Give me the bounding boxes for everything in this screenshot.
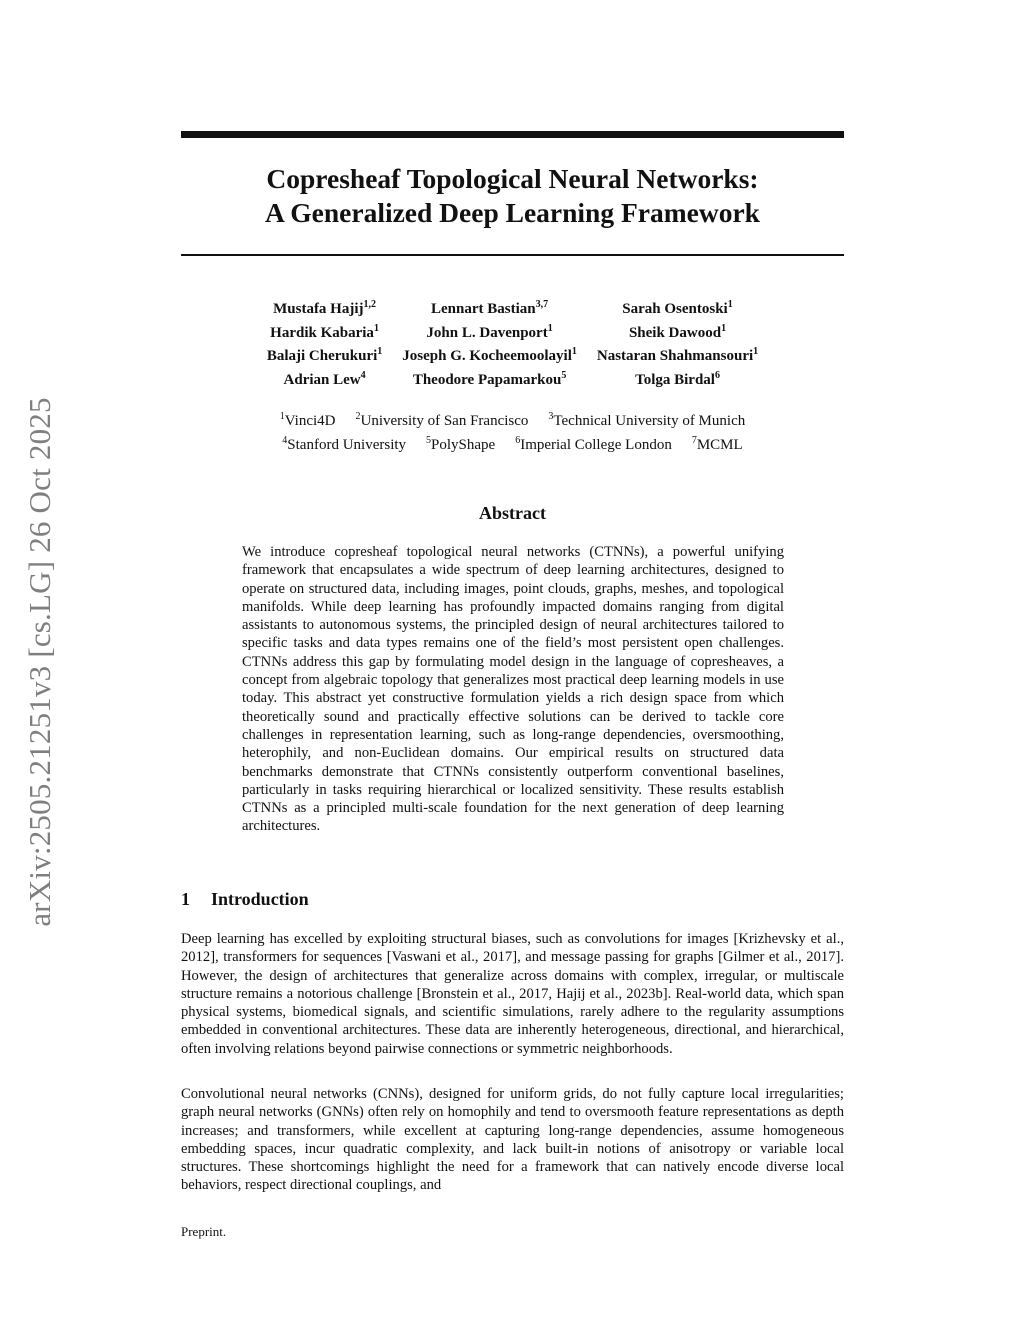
affiliation-line (181, 434, 844, 458)
affiliation: $^4$Stanford University (282, 434, 407, 453)
author: Adrian Lew$^4$ (283, 369, 366, 388)
arxiv-identifier-stamp: arXiv:2505.21251v3 [cs.LG] 26 Oct 2025 (22, 397, 57, 927)
section-title: Introduction (211, 889, 309, 909)
affiliation: $^1$Vinci4D (279, 411, 336, 429)
section-number: 1 (181, 889, 190, 909)
intro-paragraph-1: Deep learning has excelled by exploiting structural biases, such as convolutions for images [Krizhevsky et al., 2012], transformers for sequences [Vaswani et al., 2017], and message passing for graphs [Gilmer et al., 2017]. However, the design of architectures that generalize across domains with complex, irregular, or multiscale structure remains a notorious challenge [Bronstein et al., 2017, Hajij et al., 2023b]. Real-world data, which span physical systems, biomedical signals, and scientific simulations, rarely adhere to the regularity assumptions embedded in conventional architectures. These data are inherently heterogeneous, directional, and hierarchical, often involving relations beyond pairwise connections or symmetric neighborhoods. (181, 931, 844, 1057)
author-block (181, 298, 844, 392)
title-top-rule (181, 131, 844, 138)
author: Sheik Dawood$^1$ (628, 322, 727, 341)
title-line-2: A Generalized Deep Learning Framework (265, 197, 760, 228)
author: Tolga Birdal$^6$ (635, 369, 720, 388)
affiliation: $^3$Technical University of Munich (548, 411, 746, 429)
author: Balaji Cherukuri$^1$ (266, 346, 383, 364)
author: Joseph G. Kocheemoolayil$^1$ (402, 346, 577, 364)
author: John L. Davenport$^1$ (426, 322, 553, 341)
abstract-heading: Abstract (479, 503, 546, 523)
author-column (402, 298, 577, 392)
author: Nastaran Shahmansouri$^1$ (596, 346, 759, 364)
affiliation: $^6$Imperial College London (515, 434, 672, 453)
title-line-1: Copresheaf Topological Neural Networks: (266, 163, 759, 194)
affiliation: $^5$PolyShape (426, 434, 496, 453)
author: Mustafa Hajij$^{1,2}$ (273, 299, 377, 317)
author: Hardik Kabaria$^1$ (270, 322, 379, 341)
author: Lennart Bastian$^{3,7}$ (431, 299, 549, 317)
affiliation-line (181, 410, 844, 434)
author: Sarah Osentoski$^1$ (622, 299, 733, 317)
abstract-body: We introduce copresheaf topological neural networks (CTNNs), a powerful unifying framework that encapsulates a wide spectrum of deep learning architectures, designed to operate on structured data, including images, point clouds, graphs, meshes, and topological manifolds. While deep learning has profoundly impacted domains ranging from digital assistants to autonomous systems, the principled design of neural architectures tailored to specific tasks and data types remains one of the field’s most persistent open challenges. CTNNs address this gap by formulating model design in the language of copresheaves, a concept from algebraic topology that generalizes most practical deep learning models in use today. This abstract yet constructive formulation yields a rich design space from which theoretically sound and practically effective solutions can be derived to tackle core challenges in representation learning, such as long-range dependencies, oversmoothing, heterophily, and non-Euclidean domains. Our empirical results on structured data benchmarks demonstrate that CTNNs consistently outperform conventional baselines, particularly in tasks requiring hierarchical or localized sensitivity. These results establish CTNNs as a principled multi-scale foundation for the next generation of deep learning architectures. (242, 544, 784, 835)
author-column (267, 298, 382, 392)
affiliation: $^7$MCML (691, 434, 743, 453)
author-column (597, 298, 758, 392)
author: Theodore Papamarkou$^5$ (412, 369, 567, 388)
affiliation: $^2$University of San Francisco (355, 411, 529, 429)
paper-title (181, 162, 844, 230)
title-bottom-rule (181, 254, 844, 256)
section-heading-introduction (181, 886, 309, 912)
preprint-footer: Preprint. (181, 1224, 227, 1239)
intro-paragraph-2: Convolutional neural networks (CNNs), designed for uniform grids, do not fully capture local irregularities; graph neural networks (GNNs) often rely on homophily and tend to oversmooth feature representations as depth increases; and transformers, while excellent at capturing long-range dependencies, assume homogeneous embedding spaces, incur quadratic complexity, and lack built-in notions of anisotropy or variable local structures. These shortcomings highlight the need for a framework that can natively encode diverse local behaviors, respect directional couplings, and (181, 1086, 844, 1194)
affiliations (181, 410, 844, 457)
